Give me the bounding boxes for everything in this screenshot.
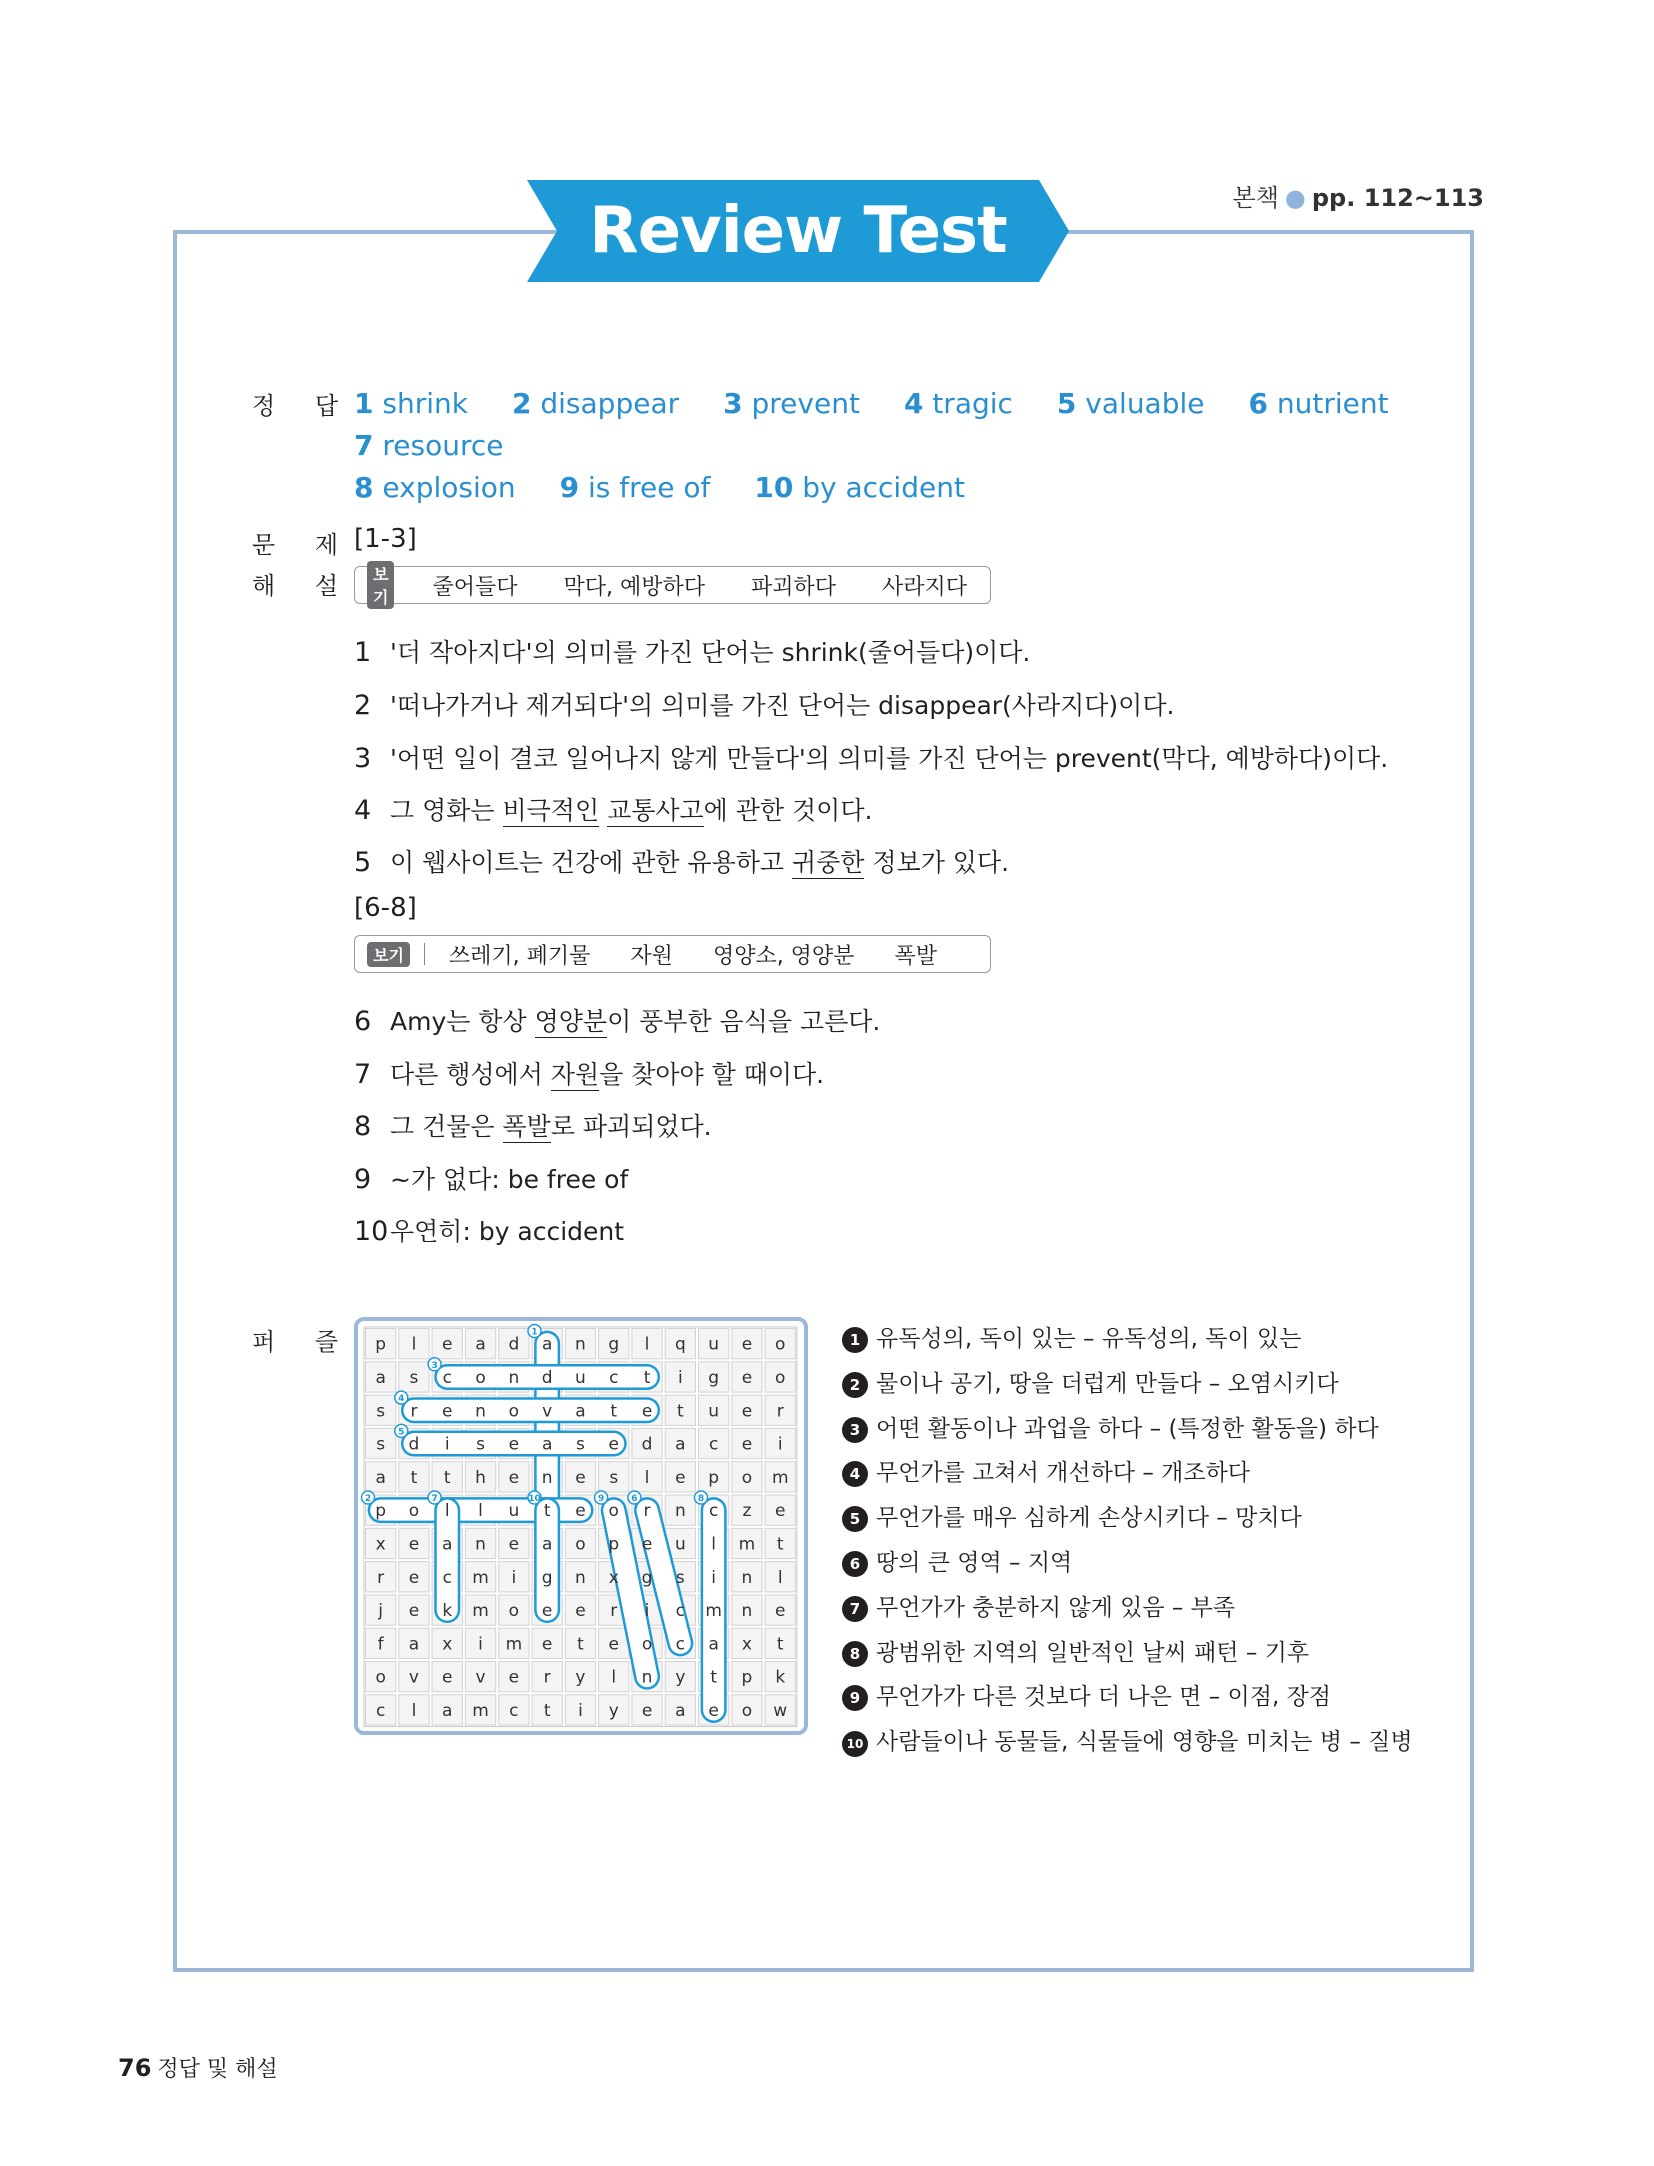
grid-letter: g: [608, 1334, 620, 1355]
grid-letter: a: [408, 1634, 420, 1655]
grid-letter: a: [442, 1534, 453, 1555]
grid-letter: d: [508, 1334, 520, 1355]
ref-pages: pp. 112~113: [1311, 184, 1484, 212]
grid-letter: c: [675, 1601, 686, 1622]
grid-letter: r: [776, 1401, 784, 1422]
grid-letter: e: [408, 1567, 420, 1588]
grid-letter: l: [644, 1334, 650, 1355]
bogi-word: 폭발: [894, 943, 937, 969]
grid-letter: z: [742, 1501, 752, 1522]
clue-number: 10: [842, 1731, 868, 1757]
bogi-word: 막다, 예방하다: [563, 574, 705, 600]
range-1-3: [1-3]: [354, 524, 417, 554]
grid-letter: f: [377, 1634, 384, 1655]
answer-item: [1249, 383, 1389, 425]
range-6-8: [6-8]: [354, 893, 417, 923]
grid-letter: m: [505, 1634, 523, 1655]
grid-letter: i: [578, 1700, 583, 1721]
grid-letter: t: [643, 1367, 651, 1388]
answer-word: prevent: [742, 387, 860, 420]
grid-letter: x: [741, 1634, 752, 1655]
bogi-word: 쓰레기, 폐기물: [448, 943, 591, 969]
grid-letter: r: [610, 1601, 618, 1622]
grid-letter: o: [641, 1634, 653, 1655]
grid-letter: m: [472, 1601, 489, 1622]
grid-letter: a: [475, 1334, 486, 1355]
clue-item: [842, 1454, 1250, 1487]
bogi-tag: 보기: [367, 942, 410, 967]
grid-letter: o: [508, 1601, 520, 1622]
start-marker-number: 5: [398, 1427, 405, 1438]
grid-letter: o: [575, 1534, 586, 1555]
grid-letter: e: [442, 1334, 453, 1355]
grid-letter: k: [442, 1601, 453, 1622]
grid-letter: t: [543, 1501, 551, 1522]
explain-line-10: 10우연히: by accident: [354, 1216, 625, 1247]
answer-item: [354, 383, 468, 425]
answer-word: by accident: [793, 471, 965, 504]
grid-letter: c: [609, 1367, 619, 1388]
grid-letter: e: [508, 1434, 520, 1455]
answer-word: explosion: [373, 471, 516, 504]
grid-letter: a: [575, 1401, 586, 1422]
grid-letter: s: [675, 1567, 685, 1588]
grid-letter: o: [475, 1367, 486, 1388]
grid-letter: a: [442, 1700, 453, 1721]
grid-letter: l: [644, 1467, 650, 1488]
grid-letter: e: [508, 1667, 520, 1688]
grid-letter: e: [675, 1467, 686, 1488]
clue-text: 무언가가 다른 것보다 더 나은 면 – 이점, 장점: [876, 1684, 1332, 1711]
explain-line-3: 3 '어떤 일이 결코 일어나지 않게 만들다'의 의미를 가진 단어는 prevent(막다, 예방하다)이다.: [354, 743, 1389, 774]
grid-letter: o: [775, 1367, 786, 1388]
grid-letter: y: [608, 1700, 619, 1721]
start-marker-number: 8: [697, 1494, 705, 1504]
grid-letter: p: [375, 1334, 387, 1355]
start-marker-number: 9: [597, 1494, 605, 1504]
label-explain-2: 해 설: [252, 572, 354, 600]
grid-letter: l: [444, 1501, 450, 1522]
answer-number: 1: [354, 387, 374, 420]
start-marker-number: 4: [398, 1394, 405, 1405]
grid-letter: a: [675, 1700, 686, 1721]
answer-list: [354, 383, 1454, 509]
grid-letter: e: [741, 1334, 753, 1355]
grid-letter: p: [608, 1534, 620, 1555]
grid-letter: x: [442, 1634, 453, 1655]
page-title: Review Test: [589, 194, 1007, 268]
start-marker-number: 2: [364, 1494, 372, 1504]
bogi-word: 사라지다: [882, 574, 968, 600]
grid-letter: e: [708, 1700, 719, 1721]
ref-dot: ●: [1284, 184, 1306, 212]
answer-word: is free of: [579, 471, 711, 504]
grid-letter: u: [708, 1401, 720, 1422]
grid-letter: t: [710, 1667, 717, 1688]
clue-item: [842, 1723, 1413, 1757]
grid-letter: m: [771, 1467, 789, 1488]
grid-letter: u: [508, 1501, 520, 1522]
grid-letter: u: [575, 1367, 586, 1388]
label-answers: 정 답: [252, 392, 354, 420]
clue-text: 땅의 큰 영역 – 지역: [876, 1550, 1073, 1576]
explain-line-2: 2 '떠나가거나 제거되다'의 의미를 가진 단어는 disappear(사라지다)이다.: [354, 690, 1175, 721]
grid-letter: x: [375, 1534, 386, 1555]
grid-letter: v: [408, 1667, 419, 1688]
grid-letter: e: [741, 1401, 753, 1422]
grid-letter: l: [411, 1700, 417, 1721]
grid-letter: o: [741, 1700, 753, 1721]
answer-item: [560, 467, 711, 509]
clue-item: [842, 1589, 1235, 1622]
grid-letter: t: [610, 1401, 618, 1422]
clue-text: 무언가가 충분하지 않게 있음 – 부족: [876, 1594, 1236, 1621]
answer-number: 9: [559, 471, 580, 504]
clue-text: 물이나 공기, 땅을 더럽게 만들다 – 오염시키다: [876, 1370, 1339, 1397]
grid-letter: e: [641, 1401, 653, 1422]
grid-letter: r: [410, 1401, 418, 1422]
grid-letter: p: [375, 1501, 387, 1522]
label-puzzle: 퍼 즐: [252, 1328, 354, 1356]
bogi-box-2: [354, 935, 991, 973]
grid-letter: e: [608, 1434, 619, 1455]
clue-item: [842, 1634, 1309, 1667]
clue-number: 3: [842, 1417, 868, 1443]
grid-letter: o: [741, 1467, 753, 1488]
grid-letter: h: [475, 1467, 486, 1488]
answer-item: [904, 383, 1013, 425]
grid-letter: e: [775, 1601, 786, 1622]
grid-letter: n: [641, 1667, 653, 1688]
page-footer: [118, 2052, 278, 2083]
answer-word: disappear: [531, 387, 680, 420]
grid-letter: e: [508, 1467, 520, 1488]
grid-letter: c: [375, 1700, 386, 1721]
grid-letter: w: [773, 1700, 788, 1721]
grid-letter: n: [475, 1534, 486, 1555]
grid-letter: m: [738, 1534, 756, 1555]
clue-number: 9: [842, 1685, 868, 1711]
clue-text: 무언가를 고쳐서 개선하다 – 개조하다: [876, 1460, 1251, 1487]
grid-letter: s: [476, 1434, 485, 1455]
grid-letter: n: [541, 1467, 553, 1488]
explain-line-7: 7 다른 행성에서 자원을 찾아야 할 때이다.: [354, 1059, 825, 1090]
explain-line-6: 6 Amy는 항상 영양분이 풍부한 음식을 고른다.: [354, 1006, 881, 1037]
grid-letter: g: [641, 1567, 653, 1588]
grid-letter: d: [641, 1434, 653, 1455]
clue-item: [842, 1320, 1301, 1353]
clue-item: [842, 1410, 1379, 1443]
grid-letter: t: [443, 1467, 451, 1488]
grid-letter: y: [575, 1667, 586, 1688]
grid-letter: m: [705, 1601, 722, 1622]
grid-letter: r: [377, 1567, 385, 1588]
grid-letter: o: [508, 1401, 520, 1422]
grid-letter: u: [708, 1334, 720, 1355]
answer-item: [723, 383, 860, 425]
grid-letter: t: [543, 1700, 551, 1721]
grid-letter: e: [575, 1601, 586, 1622]
grid-letter: e: [442, 1401, 453, 1422]
grid-letter: i: [478, 1634, 483, 1655]
grid-letter: d: [408, 1434, 420, 1455]
start-marker-number: 3: [431, 1360, 438, 1371]
grid-letter: o: [408, 1501, 420, 1522]
page-number: 76: [118, 2054, 152, 2082]
grid-letter: i: [711, 1567, 717, 1588]
clue-item: [842, 1365, 1339, 1398]
clue-text: 사람들이나 동물들, 식물들에 영향을 미치는 병 – 질병: [876, 1729, 1413, 1756]
bogi-box-1: [354, 565, 991, 607]
grid-letter: t: [677, 1401, 684, 1422]
grid-letter: c: [675, 1634, 686, 1655]
grid-letter: t: [776, 1634, 784, 1655]
grid-letter: n: [575, 1567, 586, 1588]
grid-letter: t: [577, 1634, 584, 1655]
explain-line-9: 9 ~가 없다: be free of: [354, 1164, 629, 1195]
grid-letter: c: [708, 1434, 719, 1455]
grid-letter: t: [410, 1467, 418, 1488]
clue-number: 7: [842, 1596, 868, 1622]
answer-word: nutrient: [1267, 387, 1389, 420]
grid-letter: e: [575, 1467, 586, 1488]
grid-letter: s: [409, 1367, 419, 1388]
clue-text: 유독성의, 독이 있는 – 유독성의, 독이 있는: [876, 1326, 1302, 1352]
bogi-tag: 보기: [367, 561, 394, 609]
grid-letter: d: [541, 1367, 553, 1388]
grid-letter: m: [472, 1567, 489, 1588]
grid-letter: c: [442, 1367, 452, 1388]
grid-letter: e: [408, 1534, 420, 1555]
grid-letter: i: [777, 1434, 783, 1455]
answer-number: 2: [511, 387, 532, 420]
grid-letter: e: [741, 1434, 753, 1455]
grid-letter: c: [442, 1567, 452, 1588]
grid-letter: l: [711, 1534, 717, 1555]
answer-number: 3: [723, 387, 743, 420]
answer-word: tragic: [923, 387, 1013, 420]
explain-line-1: 1 '더 작아지다'의 의미를 가진 단어는 shrink(줄어들다)이다.: [354, 637, 1031, 668]
clue-item: [842, 1678, 1331, 1711]
grid-letter: x: [608, 1567, 619, 1588]
clue-text: 광범위한 지역의 일반적인 날씨 패턴 – 기후: [876, 1639, 1310, 1666]
grid-letter: i: [444, 1434, 450, 1455]
start-marker-number: 10: [528, 1494, 541, 1504]
explain-line-8: 8 그 건물은 폭발로 파괴되었다.: [354, 1111, 712, 1142]
grid-letter: s: [576, 1434, 585, 1455]
clue-number: 1: [842, 1327, 868, 1353]
grid-letter: v: [542, 1401, 553, 1422]
clue-number: 5: [842, 1506, 868, 1532]
footer-title: 정답 및 해설: [157, 2057, 278, 2082]
grid-letter: e: [741, 1367, 753, 1388]
grid-letter: o: [608, 1501, 619, 1522]
grid-letter: i: [644, 1601, 650, 1622]
page-reference: [1233, 178, 1484, 213]
answer-item: [354, 467, 516, 509]
grid-letter: g: [541, 1567, 553, 1588]
grid-letter: e: [775, 1501, 786, 1522]
answer-word: shrink: [373, 387, 468, 420]
grid-letter: n: [674, 1501, 686, 1522]
grid-letter: g: [708, 1367, 720, 1388]
grid-letter: c: [509, 1700, 519, 1721]
explain-line-5: 5 이 웹사이트는 건강에 관한 유용하고 귀중한 정보가 있다.: [354, 847, 1010, 878]
grid-letter: a: [675, 1434, 686, 1455]
grid-letter: o: [375, 1667, 386, 1688]
grid-letter: a: [541, 1534, 553, 1555]
answer-item: [354, 425, 504, 467]
start-marker-number: 1: [531, 1327, 538, 1338]
grid-letter: p: [741, 1667, 753, 1688]
grid-letter: n: [508, 1367, 520, 1388]
clue-number: 8: [842, 1641, 868, 1667]
clue-item: [842, 1499, 1302, 1532]
explain-line-4: 4 그 영화는 비극적인 교통사고에 관한 것이다.: [354, 795, 873, 826]
grid-letter: a: [708, 1634, 719, 1655]
grid-letter: l: [611, 1667, 617, 1688]
grid-letter: r: [643, 1501, 651, 1522]
bogi-word: 자원: [630, 943, 673, 969]
grid-letter: e: [575, 1501, 586, 1522]
bogi-word: 줄어들다: [432, 574, 518, 600]
grid-letter: a: [375, 1367, 386, 1388]
grid-letter: n: [741, 1567, 753, 1588]
answer-word: valuable: [1076, 387, 1205, 420]
grid-letter: c: [708, 1501, 719, 1522]
grid-letter: l: [411, 1334, 417, 1355]
grid-letter: k: [775, 1667, 786, 1688]
grid-letter: i: [677, 1367, 683, 1388]
grid-letter: l: [777, 1567, 783, 1588]
grid-letter: v: [475, 1667, 486, 1688]
grid-letter: n: [741, 1601, 753, 1622]
label-explain-1: 문 제: [252, 531, 354, 559]
start-marker-number: 7: [431, 1494, 438, 1504]
grid-letter: l: [478, 1501, 483, 1522]
answer-number: 5: [1056, 387, 1077, 420]
grid-letter: y: [675, 1667, 686, 1688]
grid-letter: n: [575, 1334, 586, 1355]
answer-number: 8: [354, 471, 374, 504]
clue-number: 6: [842, 1551, 868, 1577]
clue-text: 무언가를 매우 심하게 손상시키다 – 망치다: [876, 1505, 1302, 1532]
answer-number: 10: [754, 471, 794, 504]
bogi-word: 영양소, 영양분: [712, 943, 855, 969]
review-test-banner: [527, 180, 1069, 282]
grid-letter: e: [408, 1601, 420, 1622]
answer-number: 6: [1248, 387, 1268, 420]
grid-letter: e: [541, 1601, 553, 1622]
grid-letter: a: [541, 1334, 553, 1355]
clue-number: 4: [842, 1461, 868, 1487]
grid-letter: e: [442, 1667, 453, 1688]
grid-letter: j: [378, 1601, 384, 1622]
clue-text: 어떤 활동이나 과업을 하다 – (특정한 활동을) 하다: [876, 1415, 1379, 1442]
grid-letter: q: [674, 1334, 686, 1355]
answer-word: resource: [373, 429, 504, 462]
start-marker-number: 6: [631, 1494, 638, 1504]
grid-letter: n: [475, 1401, 486, 1422]
answer-item: [512, 383, 679, 425]
clue-item: [842, 1544, 1072, 1577]
grid-letter: m: [472, 1700, 489, 1721]
bogi-word: 파괴하다: [750, 574, 836, 600]
word-search-grid: [354, 1317, 808, 1735]
grid-letter: p: [708, 1467, 720, 1488]
grid-letter: t: [776, 1534, 784, 1555]
grid-letter: e: [541, 1634, 553, 1655]
grid-letter: s: [376, 1434, 386, 1455]
grid-letter: u: [674, 1534, 686, 1555]
grid-letter: s: [609, 1467, 619, 1488]
grid-letter: e: [641, 1534, 653, 1555]
grid-letter: e: [608, 1634, 619, 1655]
answer-number: 4: [903, 387, 924, 420]
grid-letter: e: [508, 1534, 520, 1555]
grid-letter: i: [511, 1567, 517, 1588]
clue-number: 2: [842, 1372, 868, 1398]
grid-letter: o: [775, 1334, 786, 1355]
answer-item: [1057, 383, 1205, 425]
grid-letter: s: [376, 1401, 386, 1422]
ref-book: 본책: [1232, 184, 1279, 212]
bogi-separator: [424, 943, 425, 965]
answer-item: [754, 467, 965, 509]
grid-letter: a: [375, 1467, 386, 1488]
answer-number: 7: [354, 429, 374, 462]
grid-letter: a: [541, 1434, 553, 1455]
grid-letter: r: [543, 1667, 551, 1688]
grid-letter: e: [641, 1700, 653, 1721]
